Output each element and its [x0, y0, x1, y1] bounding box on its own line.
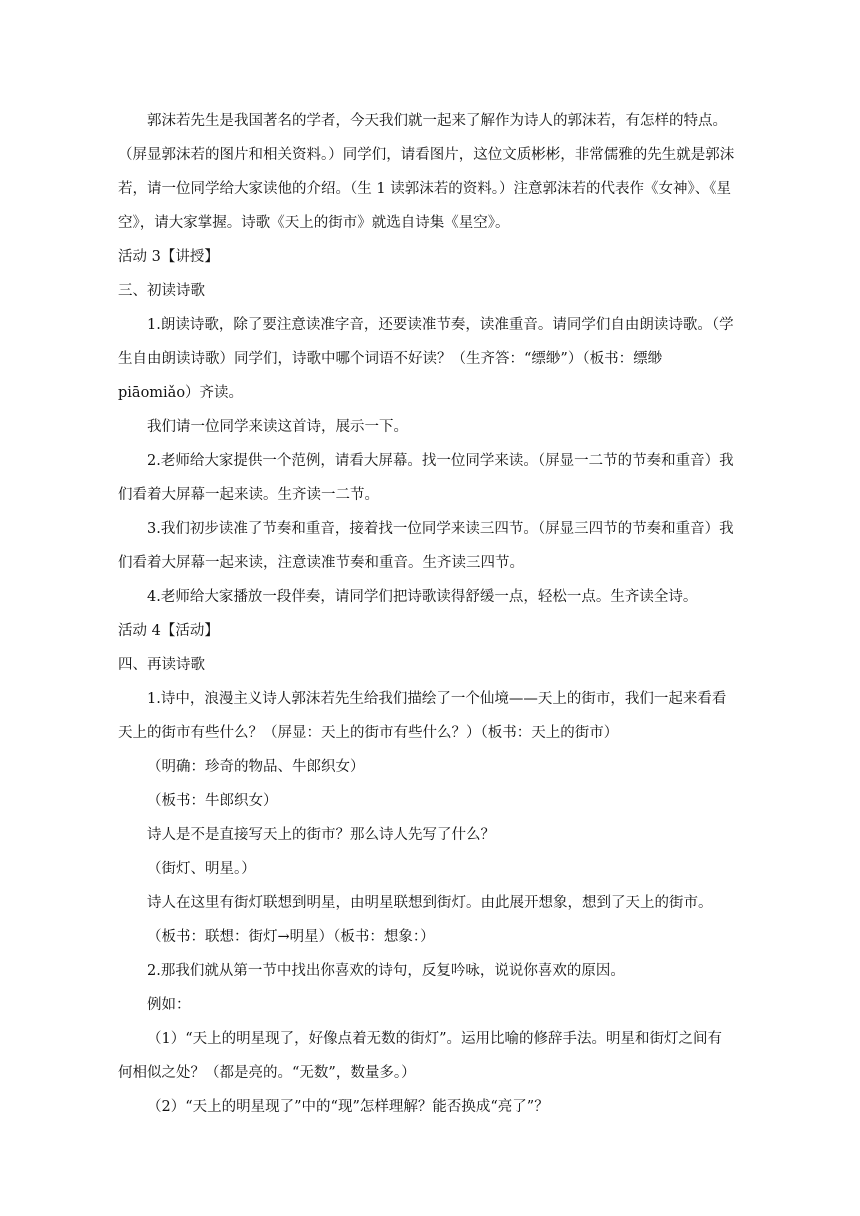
- paragraph-reread-2: 2.那我们就从第一节中找出你喜欢的诗句，反复吟咏，说说你喜欢的原因。: [147, 963, 625, 979]
- paragraph-read-4: 4.老师给大家播放一段伴奏，请同学们把诗歌读得舒缓一点，轻松一点。生齐读全诗。: [147, 589, 698, 605]
- paragraph-read-show: 我们请一位同学来读这首诗，展示一下。: [147, 419, 408, 435]
- section-3-heading: 三、初读诗歌: [118, 283, 205, 299]
- paragraph-example-2: （2）“天上的明星现了”中的“现”怎样理解？能否换成“亮了”？: [147, 1099, 549, 1115]
- paragraph-reread-1: 1.诗中，浪漫主义诗人郭沫若先生给我们描绘了一个仙境——天上的街市，我们一起来看看天上的街市有些什么？（屏显：天上的街市有些什么？）（板书：天上的街市）: [118, 691, 727, 741]
- paragraph-board-2: （板书：联想：街灯→明星）（板书：想象：）: [147, 929, 435, 945]
- paragraph-read-1: 1.朗读诗歌，除了要注意读准字音，还要读准节奏，读准重音。请同学们自由朗读诗歌。（学生自由朗读诗歌）同学们，诗歌中哪个词语不好读？（生齐答：“缥缈”）（板书：缥缈piāomiǎo）齐读。: [118, 317, 734, 401]
- paragraph-question: 诗人是不是直接写天上的街市？那么诗人先写了什么？: [147, 827, 495, 843]
- activity-3-heading: 活动 3【讲授】: [118, 249, 219, 265]
- paragraph-clarify: （明确：珍奇的物品、牛郎织女）: [147, 759, 365, 775]
- paragraph-answer: （街灯、明星。）: [147, 861, 256, 877]
- paragraph-read-3: 3.我们初步读准了节奏和重音，接着找一位同学来读三四节。（屏显三四节的节奏和重音）我们看着大屏幕一起来读，注意读准节奏和重音。生齐读三四节。: [118, 521, 734, 571]
- section-4-heading: 四、再读诗歌: [118, 657, 205, 673]
- paragraph-association: 诗人在这里有街灯联想到明星，由明星联想到街灯。由此展开想象，想到了天上的街市。: [147, 895, 713, 911]
- paragraph-board-1: （板书：牛郎织女）: [147, 793, 278, 809]
- activity-4-heading: 活动 4【活动】: [118, 623, 219, 639]
- paragraph-example-label: 例如：: [147, 997, 191, 1013]
- paragraph-example-1: （1）“天上的明星现了，好像点着无数的街灯”。运用比喻的修辞手法。明星和街灯之间有何相似之处？（都是亮的。“无数”，数量多。）: [118, 1031, 723, 1081]
- paragraph-intro: 郭沫若先生是我国著名的学者，今天我们就一起来了解作为诗人的郭沫若，有怎样的特点。（屏显郭沫若的图片和相关资料。）同学们，请看图片，这位文质彬彬，非常儒雅的先生就是郭沫若，请一位同学给大家读他的介绍。（生 1 读郭沫若的资料。）注意郭沫若的代表作《女神》、《星空》，请大家掌握。诗歌《天上的街市》就选自诗集《星空》。: [118, 113, 735, 231]
- paragraph-read-2: 2.老师给大家提供一个范例，请看大屏幕。找一位同学来读。（屏显一二节的节奏和重音）我们看着大屏幕一起来读。生齐读一二节。: [118, 453, 734, 503]
